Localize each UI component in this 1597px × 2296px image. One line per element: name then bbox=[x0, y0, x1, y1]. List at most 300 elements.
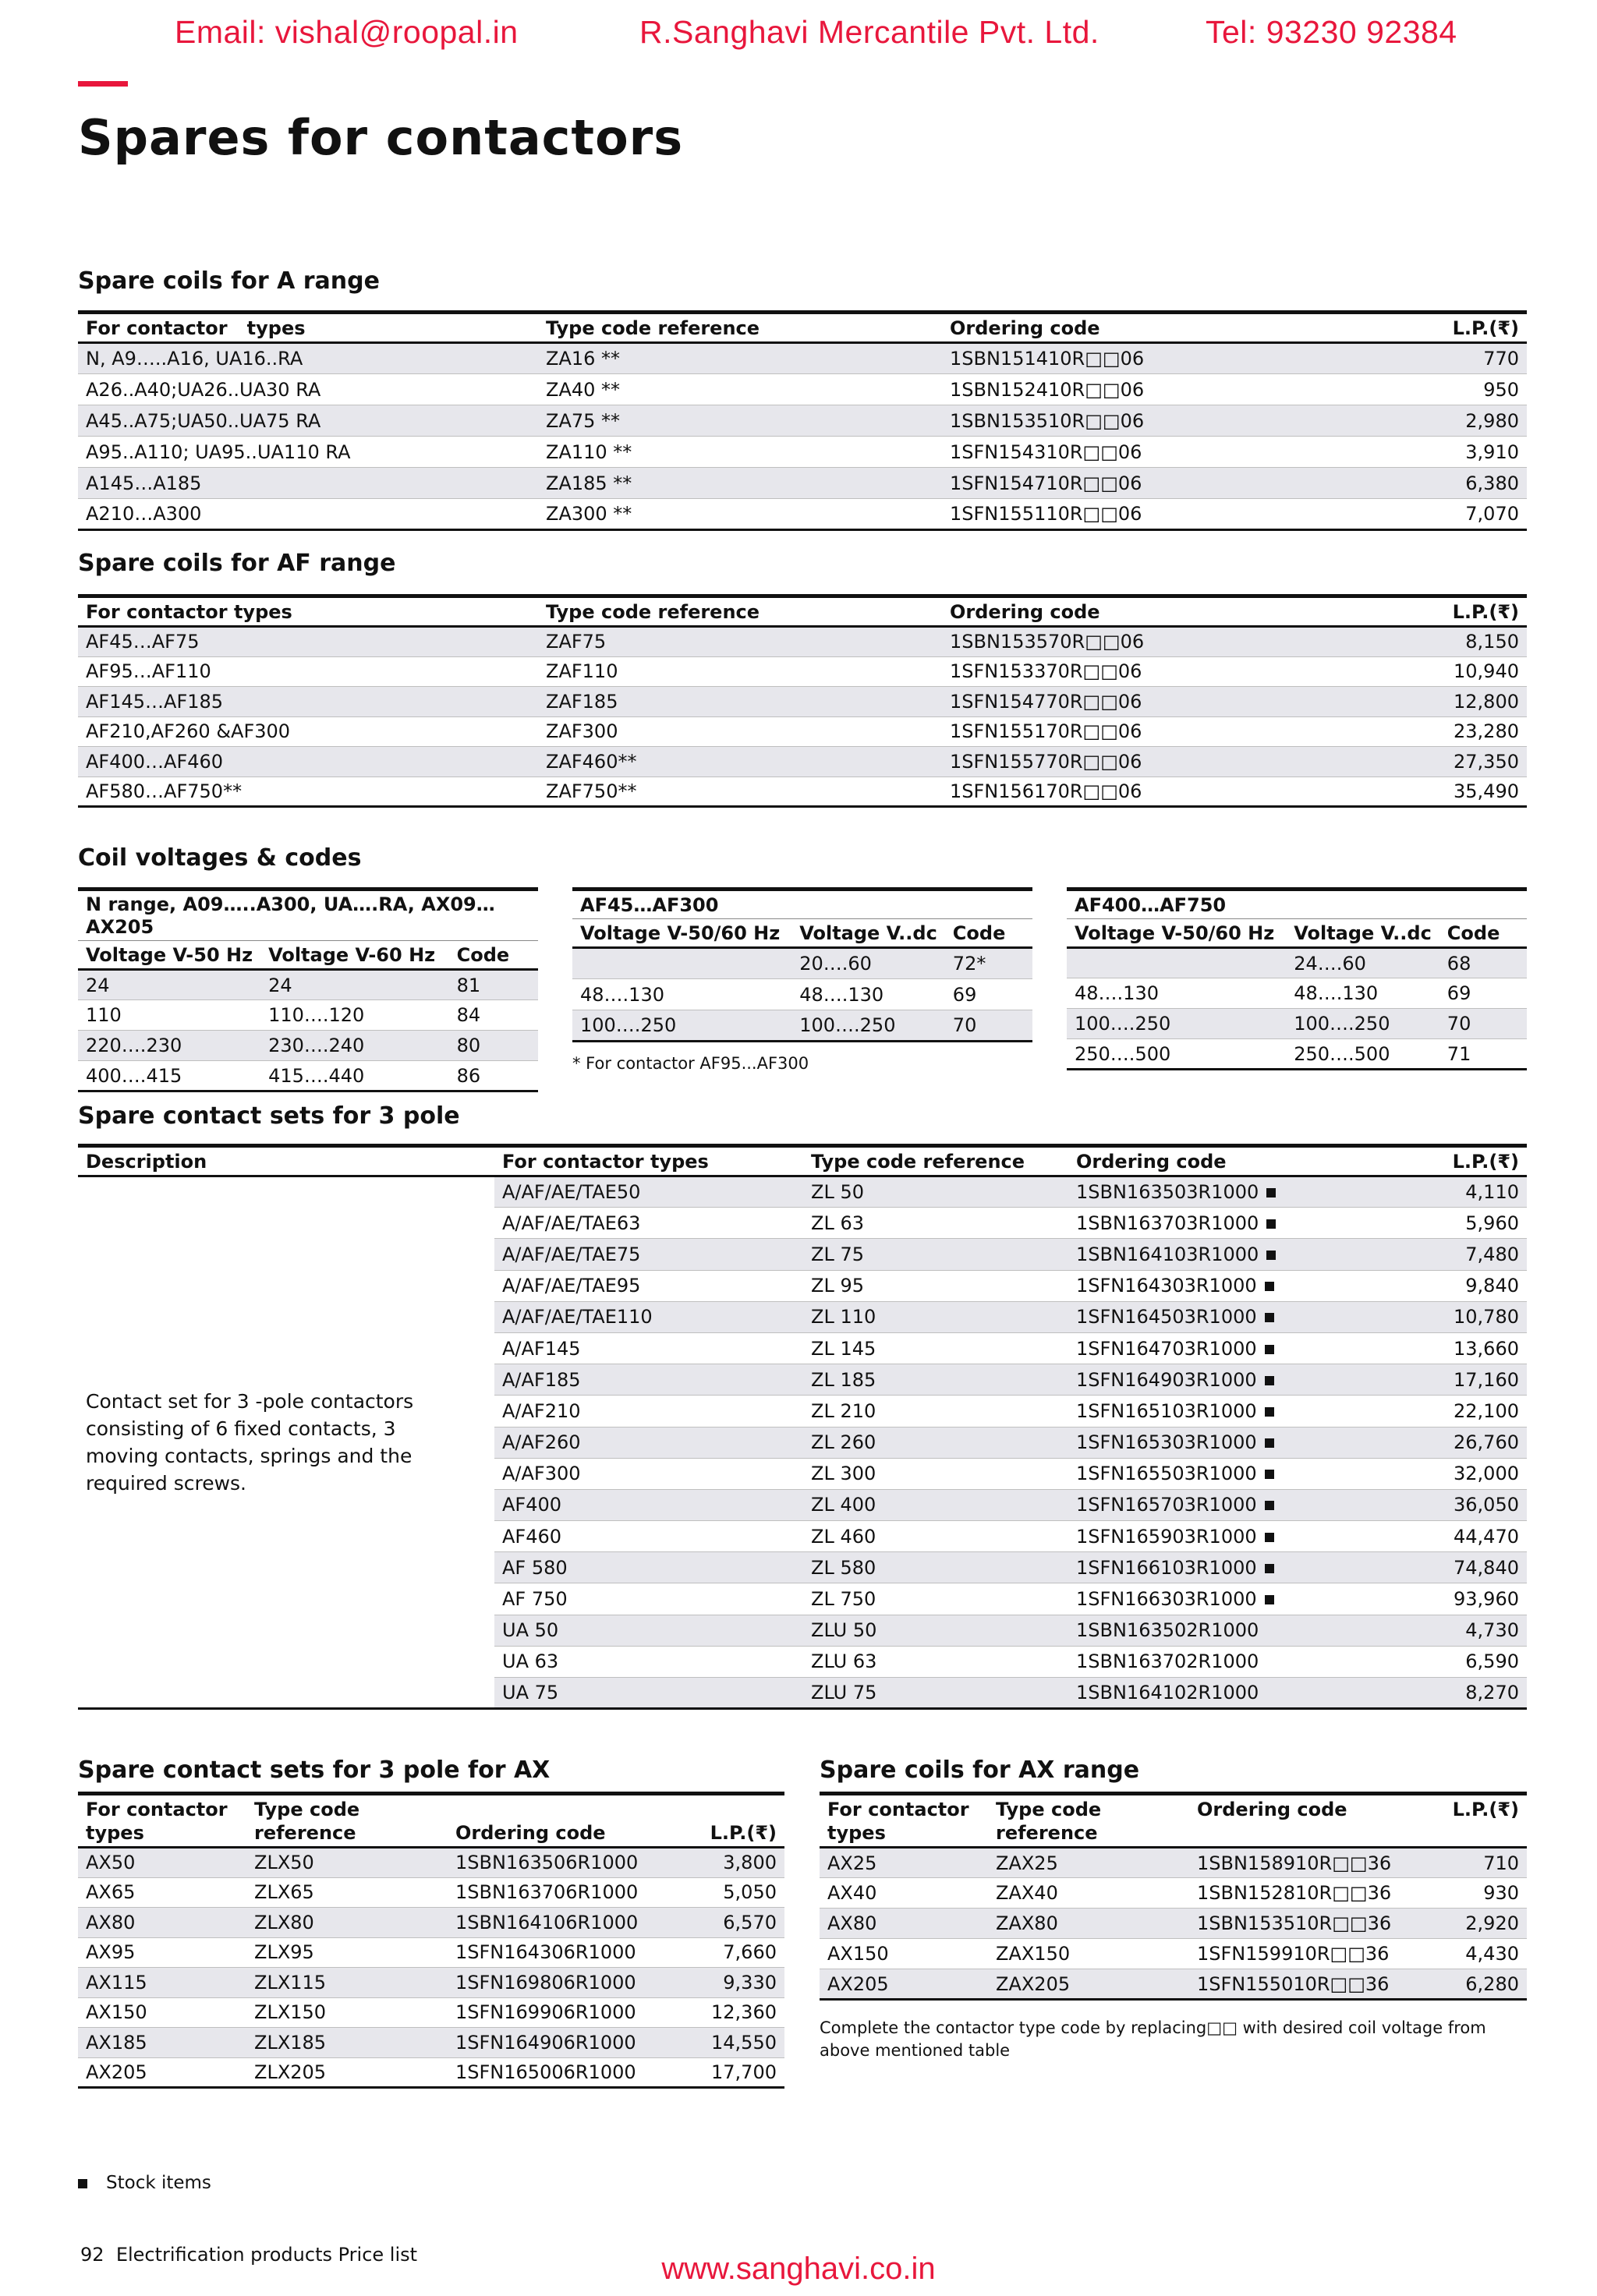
code-cell: 70 bbox=[1439, 1009, 1527, 1039]
coil-voltages-af400-table bbox=[1067, 887, 1527, 1070]
price-cell: 74,840 bbox=[1380, 1552, 1527, 1583]
ordering-code-cell: 1SFN154770R□□06 bbox=[942, 687, 1332, 717]
contactor-type-cell: AF95…AF110 bbox=[78, 656, 538, 687]
voltage-ac-cell: 24 bbox=[78, 970, 260, 1000]
voltage-second-cell: 250….500 bbox=[1286, 1039, 1439, 1070]
contactor-type-cell: A/AF300 bbox=[494, 1458, 803, 1489]
price-cell: 930 bbox=[1432, 1878, 1527, 1909]
price-cell: 23,280 bbox=[1332, 716, 1527, 747]
type-code-cell: ZA300 ** bbox=[538, 499, 942, 530]
contactor-type-cell: AX95 bbox=[78, 1937, 246, 1968]
group-header: N range, A09…..A300, UA….RA, AX09…AX205 bbox=[78, 890, 538, 941]
ordering-code-cell: 1SFN156170R□□06 bbox=[942, 777, 1332, 807]
type-code-cell: ZA16 ** bbox=[538, 343, 942, 374]
voltage-second-cell: 24 bbox=[260, 970, 449, 1000]
table-row bbox=[78, 2057, 784, 2088]
ordering-code-cell: 1SFN155170R□□06 bbox=[942, 716, 1332, 747]
stock-item-icon bbox=[1265, 1470, 1274, 1479]
type-code-cell: ZL 50 bbox=[803, 1176, 1068, 1208]
type-code-cell: ZAX80 bbox=[988, 1909, 1189, 1939]
ordering-code-cell: 1SFN165703R1000 bbox=[1068, 1489, 1380, 1520]
column-header: Voltage V-50 Hz bbox=[78, 941, 260, 970]
table-row bbox=[78, 1031, 538, 1061]
table-row bbox=[78, 1000, 538, 1031]
column-header: Voltage V..dc bbox=[1286, 919, 1439, 948]
table-row bbox=[78, 656, 1527, 687]
ordering-code-cell: 1SBN153570R□□06 bbox=[942, 627, 1332, 657]
price-cell: 950 bbox=[1332, 374, 1527, 405]
type-code-cell: ZLX205 bbox=[246, 2057, 448, 2088]
type-code-cell: ZLX50 bbox=[246, 1848, 448, 1878]
voltage-second-cell: 415….440 bbox=[260, 1061, 449, 1091]
column-header: L.P.(₹) bbox=[1432, 1794, 1527, 1848]
contactor-type-cell: A/AF145 bbox=[494, 1332, 803, 1364]
table-row bbox=[572, 948, 1032, 979]
voltage-ac-cell: 48….130 bbox=[572, 979, 791, 1010]
stock-item-icon bbox=[1265, 1595, 1274, 1604]
column-header: For contactor types bbox=[78, 1794, 246, 1848]
column-header: Ordering code bbox=[1189, 1794, 1432, 1848]
stock-item-icon bbox=[1266, 1219, 1276, 1229]
table-row bbox=[1067, 1009, 1527, 1039]
contactor-type-cell: AF580…AF750** bbox=[78, 777, 538, 807]
ordering-code-cell: 1SBN163702R1000 bbox=[1068, 1646, 1380, 1677]
table-row bbox=[78, 468, 1527, 499]
table-row bbox=[78, 687, 1527, 717]
contactor-type-cell: AF460 bbox=[494, 1521, 803, 1552]
price-cell: 4,430 bbox=[1432, 1939, 1527, 1969]
contactor-type-cell: A/AF/AE/TAE50 bbox=[494, 1176, 803, 1208]
ordering-code-cell: 1SBN164106R1000 bbox=[448, 1908, 691, 1938]
price-cell: 10,940 bbox=[1332, 656, 1527, 687]
contactor-type-cell: AF210,AF260 &AF300 bbox=[78, 716, 538, 747]
table-row bbox=[820, 1848, 1527, 1878]
column-header: Voltage V-50/60 Hz bbox=[1067, 919, 1286, 948]
code-cell: 86 bbox=[449, 1061, 538, 1091]
contactor-type-cell: A/AF210 bbox=[494, 1396, 803, 1427]
section-title-af-range: Spare coils for AF range bbox=[78, 550, 396, 577]
price-cell: 9,330 bbox=[691, 1968, 784, 1998]
voltage-second-cell: 48….130 bbox=[791, 979, 945, 1010]
contactor-type-cell: A/AF/AE/TAE75 bbox=[494, 1239, 803, 1270]
af-range-table bbox=[78, 594, 1527, 808]
type-code-cell: ZL 63 bbox=[803, 1208, 1068, 1239]
ordering-code-cell: 1SFN159910R□□36 bbox=[1189, 1939, 1432, 1969]
type-code-cell: ZAX150 bbox=[988, 1939, 1189, 1969]
price-cell: 93,960 bbox=[1380, 1583, 1527, 1615]
ordering-code-cell: 1SFN166103R1000 bbox=[1068, 1552, 1380, 1583]
ordering-code-cell: 1SFN164703R1000 bbox=[1068, 1332, 1380, 1364]
ordering-code-cell: 1SBN163706R1000 bbox=[448, 1877, 691, 1908]
contactor-type-cell: A/AF/AE/TAE110 bbox=[494, 1301, 803, 1332]
section-title-coil-voltages: Coil voltages & codes bbox=[78, 844, 362, 872]
price-cell: 6,590 bbox=[1380, 1646, 1527, 1677]
ordering-code-cell: 1SFN164306R1000 bbox=[448, 1937, 691, 1968]
price-cell: 10,780 bbox=[1380, 1301, 1527, 1332]
voltage-ac-cell: 250….500 bbox=[1067, 1039, 1286, 1070]
contactor-type-cell: A/AF260 bbox=[494, 1427, 803, 1458]
ordering-code-cell: 1SBN164103R1000 bbox=[1068, 1239, 1380, 1270]
table-row bbox=[78, 437, 1527, 468]
contactor-type-cell: A26..A40;UA26..UA30 RA bbox=[78, 374, 538, 405]
price-cell: 14,550 bbox=[691, 2028, 784, 2058]
contactor-type-cell: AF 750 bbox=[494, 1583, 803, 1615]
column-header: Description bbox=[78, 1146, 494, 1176]
type-code-cell: ZL 460 bbox=[803, 1521, 1068, 1552]
contactor-type-cell: AF145…AF185 bbox=[78, 687, 538, 717]
type-code-cell: ZL 145 bbox=[803, 1332, 1068, 1364]
column-header: For contactor types bbox=[78, 596, 538, 627]
price-cell: 3,800 bbox=[691, 1848, 784, 1878]
voltage-second-cell: 110….120 bbox=[260, 1000, 449, 1031]
column-header: Voltage V..dc bbox=[791, 919, 945, 948]
table-row bbox=[78, 2028, 784, 2058]
type-code-cell: ZLX185 bbox=[246, 2028, 448, 2058]
af300-footnote: * For contactor AF95...AF300 bbox=[572, 1054, 809, 1073]
contactor-type-cell: AX150 bbox=[78, 1997, 246, 2028]
a-range-table bbox=[78, 310, 1527, 531]
type-code-cell: ZLX115 bbox=[246, 1968, 448, 1998]
type-code-cell: ZL 300 bbox=[803, 1458, 1068, 1489]
contact-sets-table bbox=[78, 1144, 1527, 1710]
contactor-type-cell: A95..A110; UA95..UA110 RA bbox=[78, 437, 538, 468]
column-header: Type code reference bbox=[538, 596, 942, 627]
contactor-type-cell: A210…A300 bbox=[78, 499, 538, 530]
column-header: For contactor types bbox=[78, 313, 538, 343]
ordering-code-cell: 1SFN169906R1000 bbox=[448, 1997, 691, 2028]
price-cell: 26,760 bbox=[1380, 1427, 1527, 1458]
price-cell: 710 bbox=[1432, 1848, 1527, 1878]
voltage-ac-cell: 100….250 bbox=[1067, 1009, 1286, 1039]
code-cell: 69 bbox=[945, 979, 1032, 1010]
table-row bbox=[820, 1969, 1527, 2000]
price-cell: 770 bbox=[1332, 343, 1527, 374]
table-row bbox=[820, 1939, 1527, 1969]
header-company: R.Sanghavi Mercantile Pvt. Ltd. bbox=[639, 14, 1099, 50]
table-row bbox=[78, 1877, 784, 1908]
page-number: 92 bbox=[80, 2244, 104, 2266]
price-cell: 4,730 bbox=[1380, 1615, 1527, 1646]
section-title-ax-coils: Spare coils for AX range bbox=[820, 1756, 1140, 1784]
type-code-cell: ZAX25 bbox=[988, 1848, 1189, 1878]
code-cell: 70 bbox=[945, 1010, 1032, 1042]
stock-item-icon bbox=[1265, 1282, 1274, 1291]
stock-item-icon bbox=[1265, 1313, 1274, 1322]
type-code-cell: ZAF75 bbox=[538, 627, 942, 657]
voltage-second-cell: 230….240 bbox=[260, 1031, 449, 1061]
ordering-code-cell: 1SBN153510R□□06 bbox=[942, 405, 1332, 437]
contactor-type-cell: A/AF185 bbox=[494, 1364, 803, 1396]
ordering-code-cell: 1SFN155770R□□06 bbox=[942, 747, 1332, 777]
price-cell: 5,050 bbox=[691, 1877, 784, 1908]
price-cell: 44,470 bbox=[1380, 1521, 1527, 1552]
ordering-code-cell: 1SFN164906R1000 bbox=[448, 2028, 691, 2058]
code-cell: 80 bbox=[449, 1031, 538, 1061]
table-row bbox=[572, 1010, 1032, 1042]
stock-item-icon bbox=[1265, 1564, 1274, 1573]
table-row bbox=[78, 374, 1527, 405]
contactor-type-cell: A/AF/AE/TAE95 bbox=[494, 1270, 803, 1301]
column-header: L.P.(₹) bbox=[691, 1794, 784, 1848]
ordering-code-cell: 1SFN155110R□□06 bbox=[942, 499, 1332, 530]
price-cell: 9,840 bbox=[1380, 1270, 1527, 1301]
price-cell: 27,350 bbox=[1332, 747, 1527, 777]
ordering-code-cell: 1SBN163502R1000 bbox=[1068, 1615, 1380, 1646]
table-row bbox=[1067, 1039, 1527, 1070]
code-cell: 81 bbox=[449, 970, 538, 1000]
contactor-type-cell: UA 50 bbox=[494, 1615, 803, 1646]
table-row bbox=[78, 499, 1527, 530]
contactor-type-cell: A145…A185 bbox=[78, 468, 538, 499]
ordering-code-cell: 1SFN153370R□□06 bbox=[942, 656, 1332, 687]
table-row bbox=[820, 1878, 1527, 1909]
stock-item-icon bbox=[1265, 1533, 1274, 1542]
contactor-type-cell: AF400 bbox=[494, 1489, 803, 1520]
voltage-ac-cell bbox=[572, 948, 791, 979]
type-code-cell: ZLU 50 bbox=[803, 1615, 1068, 1646]
ordering-code-cell: 1SBN163703R1000 bbox=[1068, 1208, 1380, 1239]
table-row bbox=[78, 1997, 784, 2028]
stock-legend bbox=[78, 2172, 211, 2195]
type-code-cell: ZLX95 bbox=[246, 1937, 448, 1968]
type-code-cell: ZL 75 bbox=[803, 1239, 1068, 1270]
ordering-code-cell: 1SFN155010R□□36 bbox=[1189, 1969, 1432, 2000]
price-cell: 12,360 bbox=[691, 1997, 784, 2028]
price-cell: 17,160 bbox=[1380, 1364, 1527, 1396]
contactor-type-cell: AX115 bbox=[78, 1968, 246, 1998]
table-row bbox=[820, 1909, 1527, 1939]
price-cell: 17,700 bbox=[691, 2057, 784, 2088]
type-code-cell: ZA185 ** bbox=[538, 468, 942, 499]
price-cell: 5,960 bbox=[1380, 1208, 1527, 1239]
code-cell: 72* bbox=[945, 948, 1032, 979]
ordering-code-cell: 1SBN163506R1000 bbox=[448, 1848, 691, 1878]
price-cell: 6,570 bbox=[691, 1908, 784, 1938]
contactor-type-cell: N, A9…..A16, UA16..RA bbox=[78, 343, 538, 374]
contactor-type-cell: AF45…AF75 bbox=[78, 627, 538, 657]
description-cell: Contact set for 3 -pole contactors consisting of 6 fixed contacts, 3 moving contacts, springs and the required screws. bbox=[78, 1176, 494, 1709]
price-cell: 12,800 bbox=[1332, 687, 1527, 717]
stock-item-icon bbox=[1265, 1501, 1274, 1510]
ordering-code-cell: 1SFN164503R1000 bbox=[1068, 1301, 1380, 1332]
column-header: Ordering code bbox=[942, 596, 1332, 627]
contactor-type-cell: AX205 bbox=[820, 1969, 988, 2000]
table-row bbox=[572, 979, 1032, 1010]
voltage-second-cell: 100….250 bbox=[1286, 1009, 1439, 1039]
ordering-code-cell: 1SFN165303R1000 bbox=[1068, 1427, 1380, 1458]
type-code-cell: ZAF750** bbox=[538, 777, 942, 807]
coil-voltages-af45-table bbox=[572, 887, 1032, 1042]
ordering-code-cell: 1SFN164303R1000 bbox=[1068, 1270, 1380, 1301]
column-header: Type code reference bbox=[246, 1794, 448, 1848]
title-accent-bar bbox=[78, 81, 128, 87]
ordering-code-cell: 1SFN166303R1000 bbox=[1068, 1583, 1380, 1615]
price-cell: 32,000 bbox=[1380, 1458, 1527, 1489]
contactor-type-cell: UA 75 bbox=[494, 1678, 803, 1709]
voltage-second-cell: 20….60 bbox=[791, 948, 945, 979]
ordering-code-cell: 1SFN165503R1000 bbox=[1068, 1458, 1380, 1489]
code-cell: 84 bbox=[449, 1000, 538, 1031]
type-code-cell: ZL 750 bbox=[803, 1583, 1068, 1615]
header-tel: Tel: 93230 92384 bbox=[1206, 14, 1457, 50]
table-row bbox=[78, 716, 1527, 747]
ordering-code-cell: 1SBN153510R□□36 bbox=[1189, 1909, 1432, 1939]
header-email: Email: vishal@roopal.in bbox=[175, 14, 519, 50]
column-header: Voltage V-60 Hz bbox=[260, 941, 449, 970]
ordering-code-cell: 1SFN164903R1000 bbox=[1068, 1364, 1380, 1396]
column-header: Type code reference bbox=[803, 1146, 1068, 1176]
type-code-cell: ZA75 ** bbox=[538, 405, 942, 437]
ordering-code-cell: 1SFN154710R□□06 bbox=[942, 468, 1332, 499]
type-code-cell: ZL 260 bbox=[803, 1427, 1068, 1458]
group-header: AF45…AF300 bbox=[572, 890, 1032, 919]
code-cell: 69 bbox=[1439, 978, 1527, 1009]
column-header: Type code reference bbox=[988, 1794, 1189, 1848]
ordering-code-cell: 1SFN154310R□□06 bbox=[942, 437, 1332, 468]
column-header: L.P.(₹) bbox=[1332, 596, 1527, 627]
ordering-code-cell: 1SBN163503R1000 bbox=[1068, 1176, 1380, 1208]
table-row bbox=[1067, 948, 1527, 978]
type-code-cell: ZLX150 bbox=[246, 1997, 448, 2028]
contactor-type-cell: AF 580 bbox=[494, 1552, 803, 1583]
type-code-cell: ZAF185 bbox=[538, 687, 942, 717]
column-header: For contactor types bbox=[820, 1794, 988, 1848]
contactor-type-cell: AX80 bbox=[78, 1908, 246, 1938]
price-cell: 8,150 bbox=[1332, 627, 1527, 657]
price-cell: 35,490 bbox=[1332, 777, 1527, 807]
contactor-type-cell: AX205 bbox=[78, 2057, 246, 2088]
group-header: AF400…AF750 bbox=[1067, 890, 1527, 919]
column-header: Code bbox=[945, 919, 1032, 948]
price-cell: 7,480 bbox=[1380, 1239, 1527, 1270]
contactor-type-cell: AX65 bbox=[78, 1877, 246, 1908]
price-cell: 13,660 bbox=[1380, 1332, 1527, 1364]
table-row bbox=[78, 747, 1527, 777]
voltage-ac-cell bbox=[1067, 948, 1286, 978]
stock-item-icon bbox=[1266, 1188, 1276, 1198]
price-cell: 3,910 bbox=[1332, 437, 1527, 468]
code-cell: 71 bbox=[1439, 1039, 1527, 1070]
column-header: Voltage V-50/60 Hz bbox=[572, 919, 791, 948]
contactor-type-cell: AF400…AF460 bbox=[78, 747, 538, 777]
table-row bbox=[78, 1968, 784, 1998]
type-code-cell: ZLU 63 bbox=[803, 1646, 1068, 1677]
contactor-type-cell: AX185 bbox=[78, 2028, 246, 2058]
ordering-code-cell: 1SBN158910R□□36 bbox=[1189, 1848, 1432, 1878]
type-code-cell: ZAF460** bbox=[538, 747, 942, 777]
voltage-ac-cell: 110 bbox=[78, 1000, 260, 1031]
stock-item-icon bbox=[1266, 1251, 1276, 1260]
column-header: Ordering code bbox=[1068, 1146, 1380, 1176]
contactor-type-cell: A45..A75;UA50..UA75 RA bbox=[78, 405, 538, 437]
table-row bbox=[1067, 978, 1527, 1009]
page-title: Spares for contactors bbox=[78, 109, 684, 166]
price-cell: 36,050 bbox=[1380, 1489, 1527, 1520]
type-code-cell: ZL 580 bbox=[803, 1552, 1068, 1583]
voltage-ac-cell: 100….250 bbox=[572, 1010, 791, 1042]
contactor-type-cell: AX80 bbox=[820, 1909, 988, 1939]
stock-legend-label: Stock items bbox=[106, 2173, 211, 2193]
column-header: Code bbox=[1439, 919, 1527, 948]
column-header: Code bbox=[449, 941, 538, 970]
stock-item-icon bbox=[1265, 1438, 1274, 1448]
price-cell: 7,070 bbox=[1332, 499, 1527, 530]
type-code-cell: ZAX40 bbox=[988, 1878, 1189, 1909]
ordering-code-cell: 1SBN164102R1000 bbox=[1068, 1678, 1380, 1709]
voltage-ac-cell: 220….230 bbox=[78, 1031, 260, 1061]
type-code-cell: ZL 110 bbox=[803, 1301, 1068, 1332]
website-link[interactable]: www.sanghavi.co.in bbox=[661, 2252, 936, 2286]
stock-item-icon bbox=[1265, 1407, 1274, 1417]
ordering-code-cell: 1SBN152810R□□36 bbox=[1189, 1878, 1432, 1909]
stock-item-icon bbox=[1265, 1376, 1274, 1385]
ordering-code-cell: 1SBN152410R□□06 bbox=[942, 374, 1332, 405]
ordering-code-cell: 1SFN165006R1000 bbox=[448, 2057, 691, 2088]
contactor-type-cell: AX40 bbox=[820, 1878, 988, 1909]
table-row bbox=[78, 1061, 538, 1091]
ax-coils-table bbox=[820, 1792, 1527, 2001]
voltage-second-cell: 24….60 bbox=[1286, 948, 1439, 978]
ordering-code-cell: 1SFN165103R1000 bbox=[1068, 1396, 1380, 1427]
section-title-a-range: Spare coils for A range bbox=[78, 267, 380, 295]
table-row bbox=[78, 343, 1527, 374]
type-code-cell: ZLU 75 bbox=[803, 1678, 1068, 1709]
price-cell: 8,270 bbox=[1380, 1678, 1527, 1709]
contactor-type-cell: A/AF/AE/TAE63 bbox=[494, 1208, 803, 1239]
type-code-cell: ZL 210 bbox=[803, 1396, 1068, 1427]
voltage-second-cell: 48….130 bbox=[1286, 978, 1439, 1009]
type-code-cell: ZAF300 bbox=[538, 716, 942, 747]
price-cell: 2,920 bbox=[1432, 1909, 1527, 1939]
table-row bbox=[78, 777, 1527, 807]
price-cell: 7,660 bbox=[691, 1937, 784, 1968]
table-row bbox=[78, 405, 1527, 437]
footer-doc-title: Electrification products Price list bbox=[115, 2244, 418, 2266]
ordering-code-cell: 1SFN169806R1000 bbox=[448, 1968, 691, 1998]
table-row bbox=[78, 1176, 1527, 1208]
voltage-ac-cell: 400….415 bbox=[78, 1061, 260, 1091]
section-title-contact-sets: Spare contact sets for 3 pole bbox=[78, 1102, 460, 1130]
ax-contacts-table bbox=[78, 1792, 784, 2089]
voltage-second-cell: 100….250 bbox=[791, 1010, 945, 1042]
table-row bbox=[78, 1937, 784, 1968]
stock-item-icon bbox=[1265, 1345, 1274, 1354]
type-code-cell: ZLX65 bbox=[246, 1877, 448, 1908]
contactor-type-cell: UA 63 bbox=[494, 1646, 803, 1677]
table-row bbox=[78, 627, 1527, 657]
coil-voltages-n-range-table bbox=[78, 887, 538, 1092]
section-title-ax-contacts: Spare contact sets for 3 pole for AX bbox=[78, 1756, 551, 1784]
column-header: L.P.(₹) bbox=[1332, 313, 1527, 343]
column-header: Ordering code bbox=[448, 1794, 691, 1848]
type-code-cell: ZLX80 bbox=[246, 1908, 448, 1938]
column-header: For contactor types bbox=[494, 1146, 803, 1176]
price-cell: 6,380 bbox=[1332, 468, 1527, 499]
type-code-cell: ZL 400 bbox=[803, 1489, 1068, 1520]
ordering-code-cell: 1SBN151410R□□06 bbox=[942, 343, 1332, 374]
type-code-cell: ZA110 ** bbox=[538, 437, 942, 468]
code-cell: 68 bbox=[1439, 948, 1527, 978]
type-code-cell: ZAX205 bbox=[988, 1969, 1189, 2000]
price-cell: 4,110 bbox=[1380, 1176, 1527, 1208]
table-row bbox=[78, 970, 538, 1000]
column-header: Ordering code bbox=[942, 313, 1332, 343]
contactor-type-cell: AX50 bbox=[78, 1848, 246, 1878]
stock-square-icon bbox=[78, 2179, 87, 2188]
price-cell: 6,280 bbox=[1432, 1969, 1527, 2000]
type-code-cell: ZA40 ** bbox=[538, 374, 942, 405]
type-code-cell: ZL 95 bbox=[803, 1270, 1068, 1301]
